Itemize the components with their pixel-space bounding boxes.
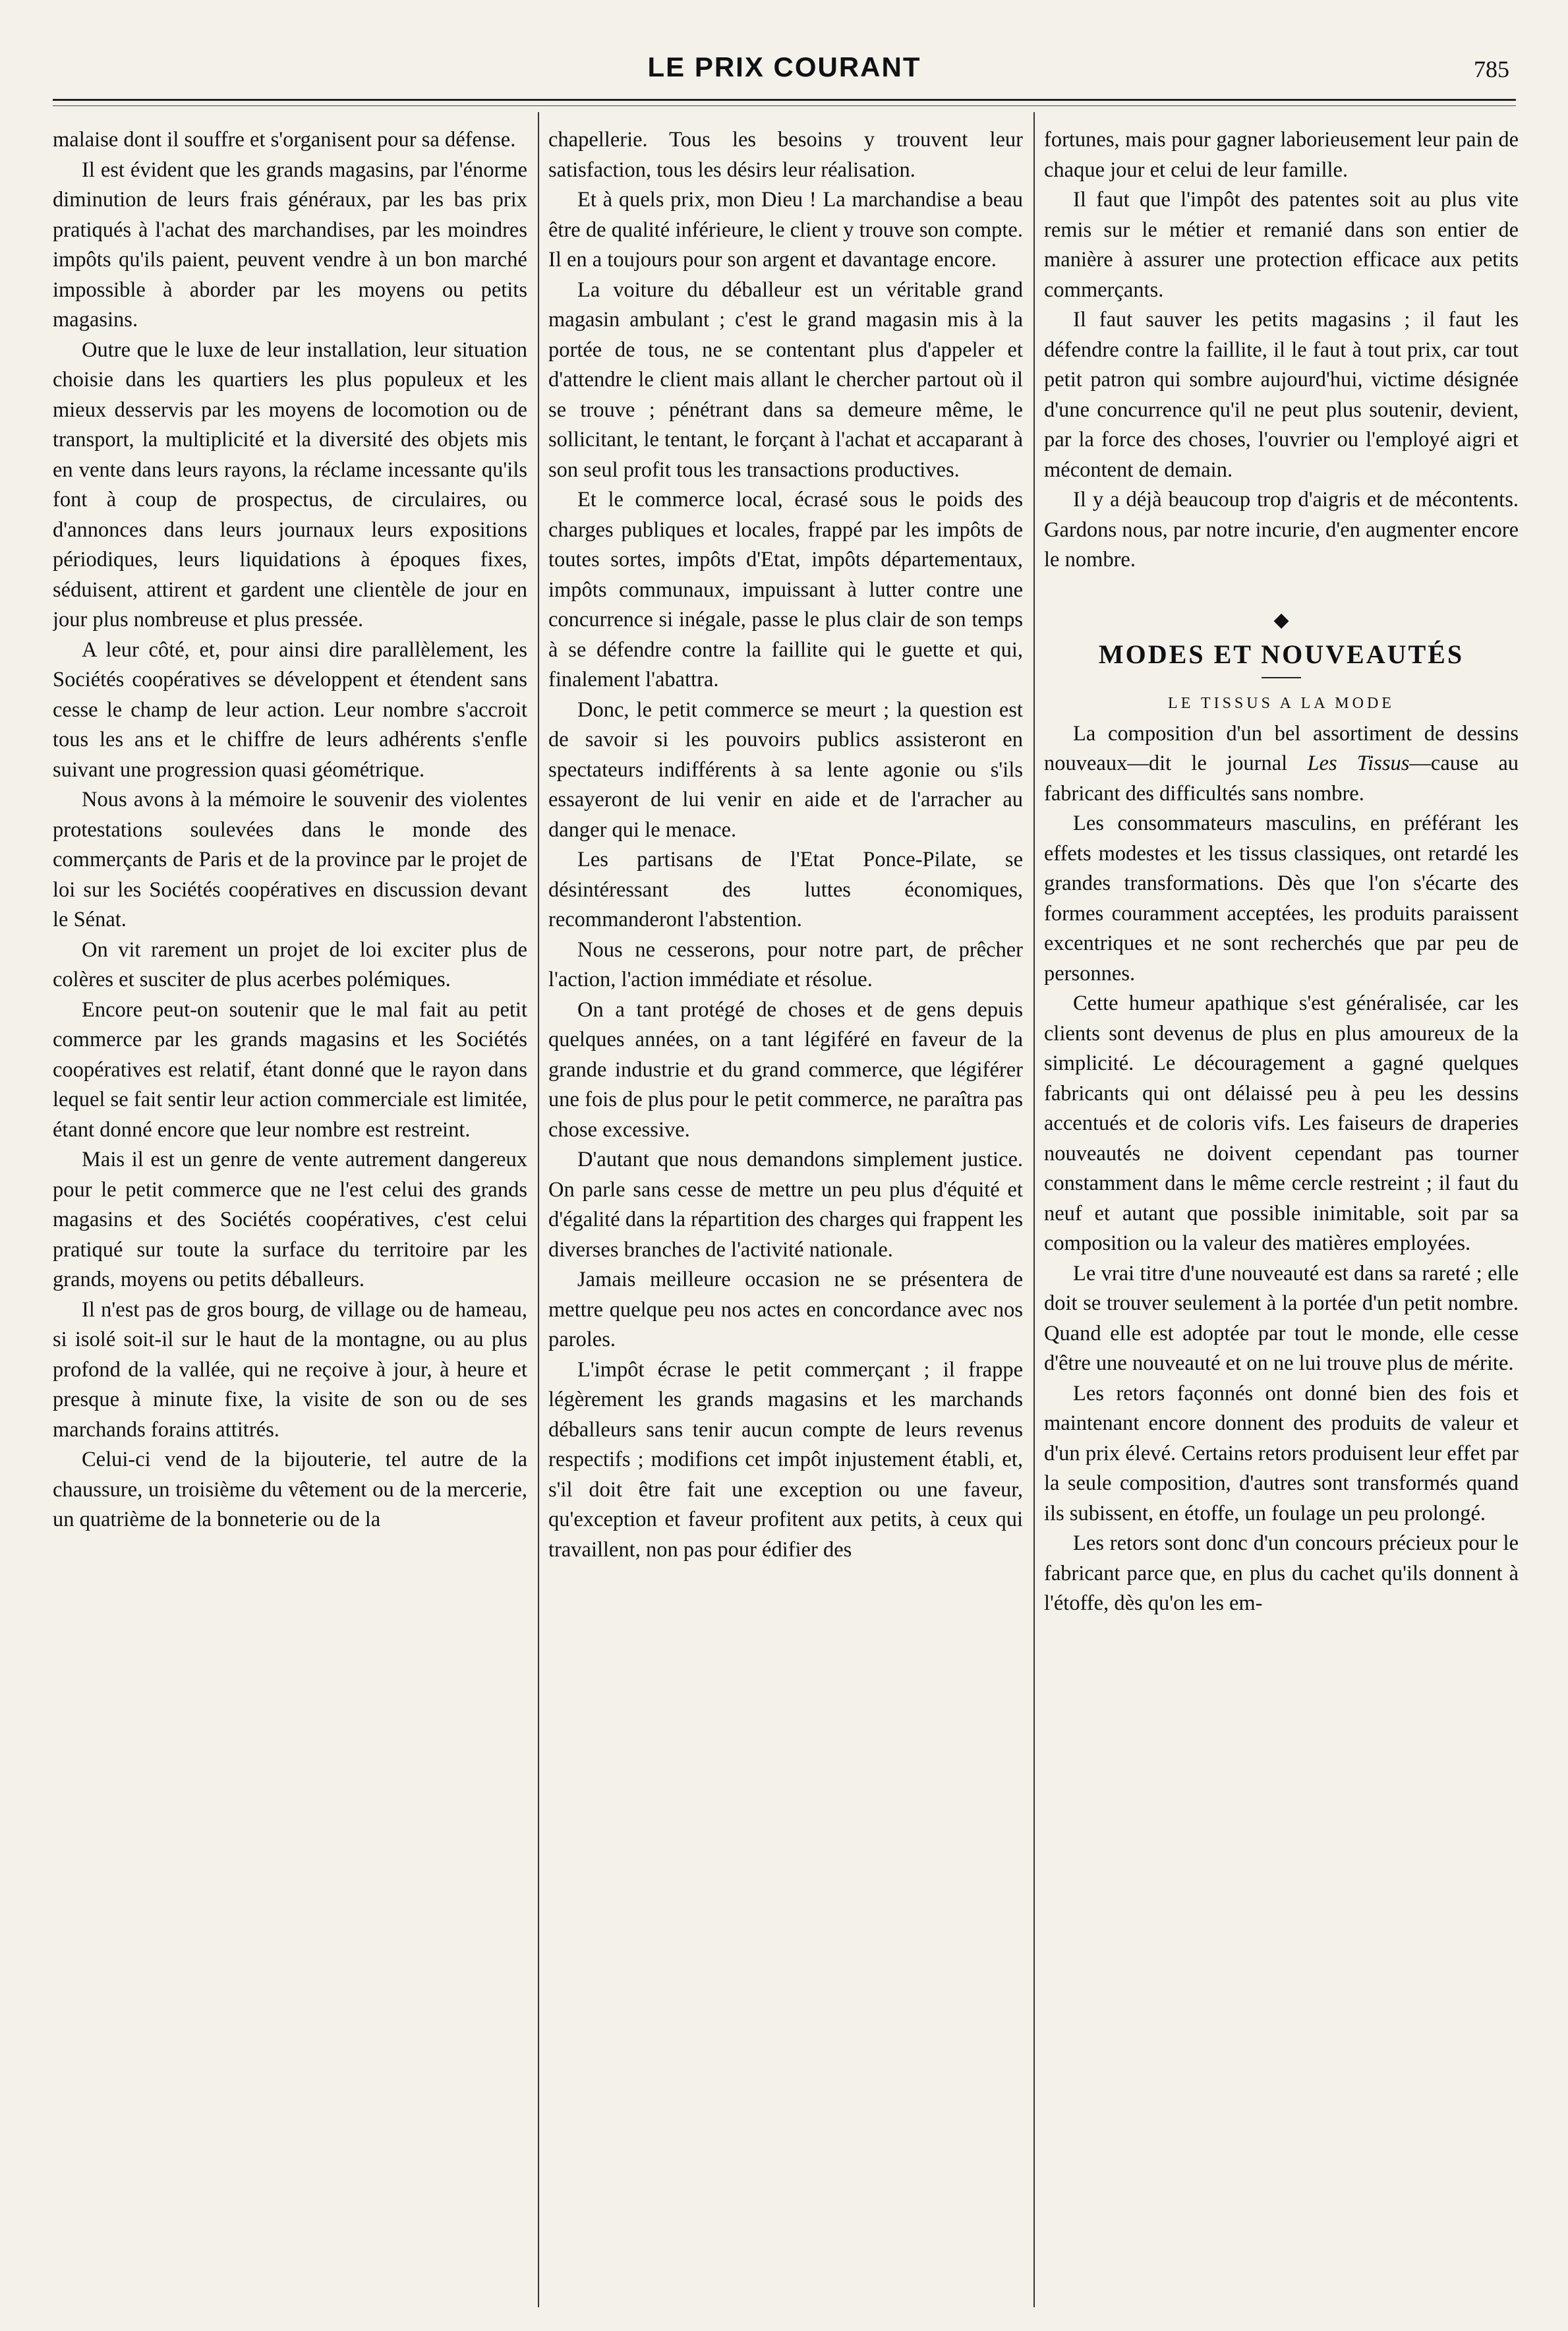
paragraph: On a tant protégé de choses et de gens depuis quelques années, on a tant légiféré en faveur de la grande industrie et du grand commerce, que légiférer une fois de plus pour le petit commerce, ne paraîtra pas chose excessive. bbox=[548, 997, 1023, 1142]
paragraph: chapellerie. Tous les besoins y trouvent leur satisfaction, tous les désirs leur réalisation. bbox=[548, 128, 1023, 182]
column-1 bbox=[53, 125, 527, 2307]
paragraph: malaise dont il souffre et s'organisent pour sa défense. bbox=[53, 128, 516, 152]
paragraph: D'autant que nous demandons simplement justice. On parle sans cesse de mettre un peu plus d'équité et d'égalité dans la répartition des charges qui frappent les diverses branches de l'activité nationale. bbox=[548, 1148, 1023, 1262]
paragraph: Les retors sont donc d'un concours précieux pour le fabricant parce que, en plus du cachet qu'ils donnent à l'étoffe, dès qu'on les em- bbox=[1044, 1531, 1519, 1615]
text-run: La composition d'un bel assortiment de dessins nouveaux—dit le journal bbox=[1044, 721, 1519, 775]
paragraph: L'impôt écrase le petit commerçant ; il frappe légèrement les grands magasins et les marchands déballeurs sans tenir aucun compte de leurs revenus respectifs ; modifions cet impôt injustement établi, et, s'il doit être fait une exception ou une faveur, qu'exception et faveur profitent aux petits, à ceux qui travaillent, non pas pour édifier des bbox=[548, 1357, 1023, 1562]
paragraph: Les consommateurs masculins, en préférant les effets modestes et les tissus classiques, ont retardé les grandes transformations. Dès que l'on s'écarte des formes couramment acceptées, les produits paraissent excentriques et ne sont recherchés que par peu de personnes. bbox=[1044, 811, 1519, 986]
paragraph: La voiture du déballeur est un véritable grand magasin ambulant ; c'est le grand magasin mis à la portée de tous, ne se contentant plus d'appeler et d'attendre le client mais allant le chercher partout où il se trouve ; pénétrant dans sa demeure même, le sollicitant, le tentant, le forçant à l'achat et accaparant à son seul profit tous les transactions productives. bbox=[548, 278, 1023, 482]
paragraph: Outre que le luxe de leur installation, leur situation choisie dans les quartiers les plus populeux et les mieux desservis par les moyens de locomotion ou de transport, la multiplicité et la diversité des objets mis en vente dans leurs rayons, la réclame incessante qu'ils font à coup de prospectus, de circulaires, ou d'annonces dans leurs journaux leurs expositions périodiques, leurs liquidations à époques fixes, séduisent, attirent et gardent une clientèle de jour en jour plus nombreuse et plus pressée. bbox=[53, 338, 527, 632]
paragraph: Mais il est un genre de vente autrement dangereux pour le petit commerce que ne l'est celui des grands magasins et des Sociétés coopératives, c'est celui pratiqué sur toute la surface du territoire par les grands, moyens ou petits déballeurs. bbox=[53, 1148, 527, 1291]
paragraph: Les partisans de l'Etat Ponce-Pilate, se désintéressant des luttes économiques, recommanderont l'abstention. bbox=[548, 848, 1023, 931]
paragraph: Donc, le petit commerce se meurt ; la question est de savoir si les pouvoirs publics assisteront en spectateurs indifférents à sa lente agonie ou s'ils essayeront de lui venir en aide et de l'arracher au danger qui le menace. bbox=[548, 697, 1023, 842]
page-header bbox=[53, 51, 1516, 91]
journal-name: Les Tissus bbox=[1307, 752, 1410, 775]
section-ornament: ◆ bbox=[1273, 608, 1289, 631]
paragraph: fortunes, mais pour gagner laborieusement leur pain de chaque jour et celui de leur famille. bbox=[1044, 128, 1519, 182]
text-run: —cause au fabricant des difficultés sans nombre. bbox=[1044, 752, 1519, 806]
section-subtitle: LE TISSUS A LA MODE bbox=[1168, 694, 1395, 712]
journal-title: LE PRIX COURANT bbox=[647, 51, 921, 82]
paragraph: On vit rarement un projet de loi exciter plus de colères et susciter de plus acerbes polémiques. bbox=[53, 937, 527, 991]
section-title: MODES ET NOUVEAUTÉS bbox=[1098, 639, 1465, 669]
paragraph: A leur côté, et, pour ainsi dire parallèlement, les Sociétés coopératives se développent et étendent sans cesse le champ de leur action. Leur nombre s'accroit tous les ans et le chiffre de leurs adhérents s'enfle suivant une progression quasi géométrique. bbox=[53, 637, 527, 782]
paragraph: Et le commerce local, écrasé sous le poids des charges publiques et locales, frappé par les impôts de toutes sortes, impôts d'Etat, impôts départementaux, impôts communaux, impuissant à lutter contre une concurrence si inégale, passe le plus clair de son temps à se défendre contre la faillite qui le guette et qui, finalement l'abattra. bbox=[548, 488, 1023, 692]
paragraph: Encore peut-on soutenir que le mal fait au petit commerce par les grands magasins et les Sociétés coopératives est relatif, étant donné que le rayon dans lequel se fait sentir leur action commerciale est limitée, étant donné encore que leur nombre est restreint. bbox=[53, 997, 527, 1142]
paragraph: Nous ne cesserons, pour notre part, de prêcher l'action, l'action immédiate et résolue. bbox=[548, 937, 1023, 991]
paragraph: Les retors façonnés ont donné bien des fois et maintenant encore donnent des produits de valeur et d'un prix élevé. Certains retors produisent leur effet par la seule composition, d'autres sont transformés quand ils subissent, en étoffe, un foulage un peu prolongé. bbox=[1044, 1381, 1519, 1525]
paragraph: Il faut que l'impôt des patentes soit au plus vite remis sur le métier et remanié dans son entier de manière à assurer une protection efficace aux petits commerçants. bbox=[1044, 188, 1519, 302]
header-rule-thin bbox=[53, 105, 1516, 106]
column-3 bbox=[1044, 125, 1519, 2307]
column-divider-1 bbox=[538, 112, 539, 2307]
paragraph: Nous avons à la mémoire le souvenir des violentes protestations soulevées dans le monde des commerçants de Paris et de la province par le projet de loi sur les Sociétés coopératives en discussion devant le Sénat. bbox=[53, 788, 527, 931]
paragraph: Il faut sauver les petits magasins ; il faut les défendre contre la faillite, il le faut à tout prix, car tout petit patron qui sombre aujourd'hui, victime désignée d'une concurrence qu'il ne peut plus soutenir, devient, par la force des choses, l'ouvrier ou l'employé aigri et mécontent de demain. bbox=[1044, 308, 1519, 482]
paragraph: Il y a déjà beaucoup trop d'aigris et de mécontents. Gardons nous, par notre incurie, d'en augmenter encore le nombre. bbox=[1044, 488, 1519, 572]
header-rule bbox=[53, 99, 1516, 101]
paragraph: Il n'est pas de gros bourg, de village ou de hameau, si isolé soit-il sur le haut de la montagne, ou au plus profond de la vallée, qui ne reçoive à jour, à heure et presque à minute fixe, la visite de son ou de ses marchands forains attitrés. bbox=[53, 1297, 527, 1442]
paragraph: Il est évident que les grands magasins, par l'énorme diminution de leurs frais généraux, par les bas prix pratiqués à l'achat des marchandises, par les moindres impôts qu'ils paient, peuvent vendre à un bon marché impossible à aborder par les moyens ou petits magasins. bbox=[53, 158, 527, 332]
column-divider-2 bbox=[1033, 112, 1035, 2307]
section-rule bbox=[1262, 677, 1301, 678]
paragraph: Et à quels prix, mon Dieu ! La marchandise a beau être de qualité inférieure, le client y trouve son compte. Il en a toujours pour son argent et davantage encore. bbox=[548, 188, 1023, 272]
paragraph: Celui-ci vend de la bijouterie, tel autre de la chaussure, un troisième du vêtement ou de la mercerie, un quatrième de la bonneterie ou de la bbox=[53, 1448, 527, 1531]
paragraph: Le vrai titre d'une nouveauté est dans sa rareté ; elle doit se trouver seulement à la portée d'un petit nombre. Quand elle est adoptée par tout le monde, elle cesse d'être une nouveauté et on ne lui trouve plus de mérite. bbox=[1044, 1261, 1519, 1375]
column-2 bbox=[548, 125, 1023, 2307]
page-number: 785 bbox=[1474, 56, 1509, 82]
paragraph: Jamais meilleure occasion ne se présentera de mettre quelque peu nos actes en concordance avec nos paroles. bbox=[548, 1268, 1023, 1351]
paragraph: Cette humeur apathique s'est généralisée, car les clients sont devenus de plus en plus amoureux de la simplicité. Le découragement a gagné quelques fabricants qui ont délaissé peu à peu les dessins accentués et de coloris vifs. Les faiseurs de draperies nouveautés ne doivent cependant pas tourner constamment dans le même cercle restreint ; il faut du neuf et autant que possible inimitable, soit par sa composition ou la valeur des matières employées. bbox=[1044, 991, 1519, 1255]
paragraph bbox=[1044, 719, 1519, 810]
